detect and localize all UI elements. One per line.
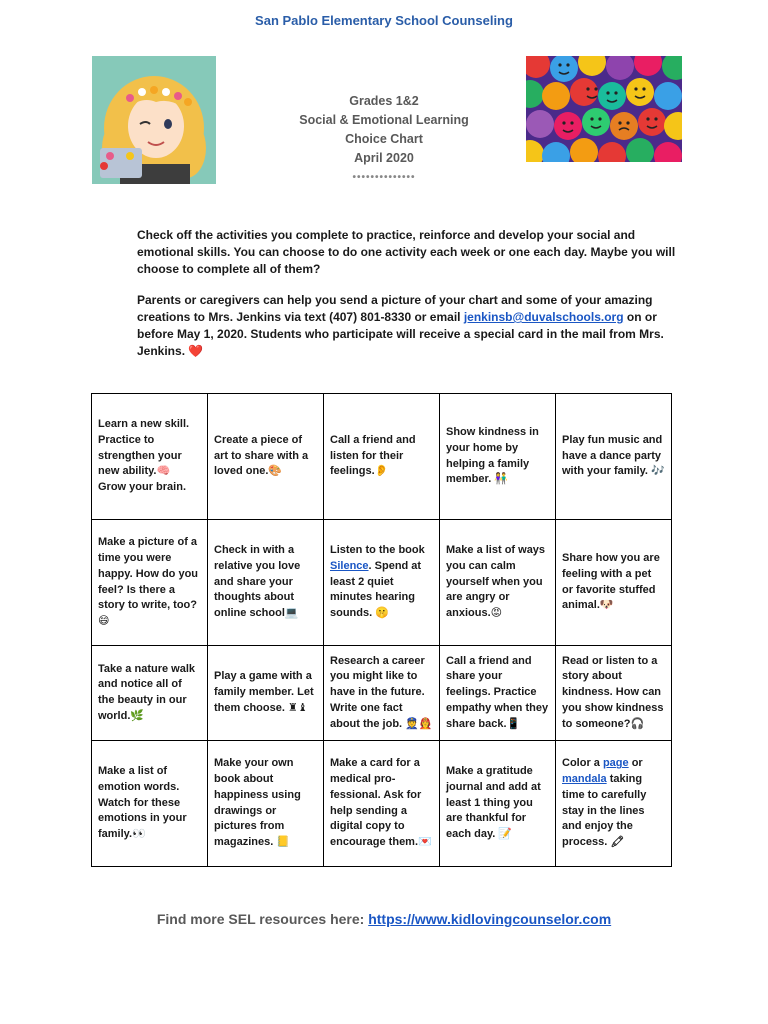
chart-cell <box>556 741 672 867</box>
chart-row <box>92 646 672 741</box>
school-title: San Pablo Elementary School Counseling <box>255 13 513 28</box>
chart-cell: Make a list of emotion words. Watch for these emotions in your family.👀 <box>92 741 208 867</box>
chart-row <box>92 520 672 646</box>
cell-text: Color a <box>562 757 603 770</box>
chart-cell: Make your own book about happiness using drawings or pictures from magazines. 📒 <box>208 741 324 867</box>
chart-cell: Learn a new skill. Practice to strengthen your new ability.🧠 Grow your brain. <box>92 394 208 520</box>
cell-text: taking time to carefully stay in the lines and enjoy the process. 🖍 <box>562 773 647 848</box>
chart-cell: Read or listen to a story about kindness. How can you show kindness to someone?🎧 <box>556 646 672 741</box>
cell-text: or <box>628 757 643 770</box>
chart-cell: Call a friend and share your feelings. Practice empathy when they share back.📱 <box>440 646 556 741</box>
footer-label: Find more SEL resources here: <box>156 911 369 927</box>
chart-cell: Share how you are feeling with a pet or favorite stuffed animal.🐶 <box>556 520 672 646</box>
chart-cell <box>324 520 440 646</box>
chart-cell: Show kindness in your home by helping a family member. 👫 <box>440 394 556 520</box>
intro-paragraph: Check off the activities you complete to practice, reinforce and develop your social and emotional skills. You can choose to do one activity each week or one each day. Maybe you will choose to complete all of them? <box>137 228 676 276</box>
choice-chart-table <box>91 393 672 867</box>
mandala-link[interactable]: mandala <box>562 773 607 786</box>
chart-cell: Research a career you might like to have in the future. Write one fact about the job. 👮👩‍🚒 <box>324 646 440 741</box>
parents-text-before: Parents or caregivers can help you send a picture of your chart and some of your amazing creations to Mrs. Jenkins via text (407) 801-8330 or email <box>137 293 653 324</box>
chart-cell: Play fun music and have a dance party with your family. 🎶 <box>556 394 672 520</box>
chart-cell: Create a piece of art to share with a loved one.🎨 <box>208 394 324 520</box>
grade-label: Grades 1&2 <box>349 94 419 108</box>
parents-paragraph <box>137 292 677 360</box>
parents-text-after: on or before May 1, 2020. Students who participate will receive a special card in the mail from Mrs. Jenkins. ❤️ <box>137 310 664 358</box>
chart-cell: Check in with a relative you love and share your thoughts about online school💻 <box>208 520 324 646</box>
footer <box>0 911 768 927</box>
chart-row <box>92 741 672 867</box>
chart-cell: Make a card for a medical pro-fessional. Ask for help sending a digital copy to encourage them.💌 <box>324 741 440 867</box>
resources-link[interactable]: https://www.kidlovingcounselor.com <box>368 911 612 927</box>
counselor-avatar-image <box>92 56 216 184</box>
silence-book-link[interactable]: Silence <box>330 559 369 572</box>
chart-title: Choice Chart <box>345 132 423 146</box>
chart-heading <box>230 92 538 184</box>
smiley-faces-image <box>526 56 682 162</box>
coloring-page-link[interactable]: page <box>602 757 629 770</box>
chart-cell: Make a gratitude journal and add at least 1 thing you are thankful for each day. 📝 <box>440 741 556 867</box>
cell-text: . Spend at least 2 quiet minutes hearing sounds. 🤫 <box>330 559 422 620</box>
subject-label: Social & Emotional Learning <box>299 113 469 127</box>
chart-cell: Make a picture of a time you were happy. How do you feel? Is there a story to write, too? 😄 <box>92 520 208 646</box>
chart-cell: Make a list of ways you can calm yourself when you are angry or anxious.😡 <box>440 520 556 646</box>
chart-cell: Take a nature walk and notice all of the beauty in our world.🌿 <box>92 646 208 741</box>
date-label: April 2020 <box>354 151 414 165</box>
email-link[interactable]: jenkinsb@duvalschools.org <box>463 310 624 324</box>
chart-row <box>92 394 672 520</box>
dotted-divider: •••••••••••••• <box>352 172 416 183</box>
chart-cell: Call a friend and listen for their feelings.👂 <box>324 394 440 520</box>
chart-cell: Play a game with a family member. Let them choose. ♜♝ <box>208 646 324 741</box>
cell-text: Listen to the book <box>330 544 425 557</box>
